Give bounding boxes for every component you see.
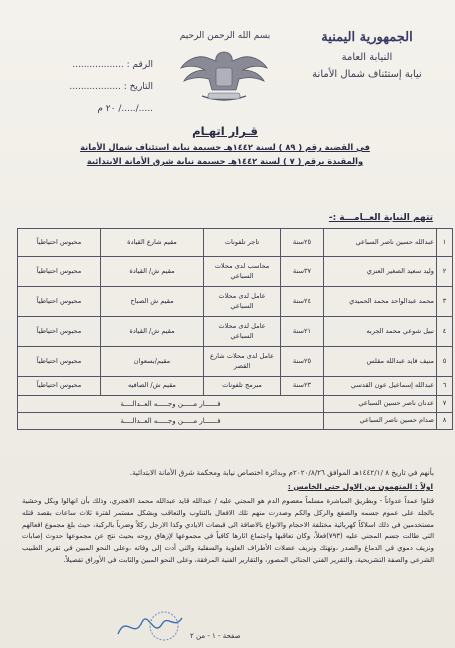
number-field: الرقم : ..................: [72, 60, 153, 70]
reference-fields: [18, 54, 153, 120]
body-intro: بأنهم في تاريخ ٨ /١٤٤٢/١هـ الموافق ٢٠٢٠/٨/٢٦م وبدائرة اختصاص نيابة ومحكمة شرق الأمانة الابتدائية.: [129, 468, 434, 477]
fugitive-status: فــــــار مـــــن وجـــــه العــدالــــة: [18, 396, 324, 413]
accused-job: عامل لدى محلات شارع القصر: [204, 347, 281, 377]
accused-name: محمد عبدالواحد محمد الحميدي: [324, 287, 437, 317]
accused-table: [17, 228, 453, 430]
table-row: [18, 287, 453, 317]
basmala: بسم الله الرحمن الرحيم: [179, 31, 271, 41]
signature-stamp-icon: [112, 604, 186, 644]
accused-num: ٦: [437, 377, 453, 396]
accused-name: منيف قايد عبدالله مقلس: [324, 347, 437, 377]
accused-age: ٣٧سنة: [281, 257, 324, 287]
accused-age: ٢٤سنة: [281, 287, 324, 317]
accused-address: مقيم ش/ الصافيه: [101, 377, 204, 396]
accused-address: مقيم/بسعوان: [101, 347, 204, 377]
accused-num: ٥: [437, 347, 453, 377]
table-row: [18, 229, 453, 257]
date-field: التاريخ : ..................: [69, 82, 153, 92]
accused-job: عامل لدى محلات السباعي: [204, 317, 281, 347]
table-row: [18, 377, 453, 396]
page-number: صفحة - ١ - من ٢: [190, 632, 241, 640]
accused-address: مقيم ش الصباح: [101, 287, 204, 317]
body-text: قتلوا عمداً عدواناً - وبطريق المباشرة مسلماً معصوم الدم هو المجني عليه / عبدالله قايد عبدالله محمد الاهجري، وذلك بأن انهالوا وبكل وحشية بالجلد على عموم جسمه والصفع والركل والكم وصدرت منهم تلك الافعال بالتناوب والتعاقب وبشكل مستمر لفترة ثلاث ساعات بقصد قتله مستخدمين في ذلك اسلاكاً كهربائية مختلفة الاحجام والانواع بالاضافة الى قبضات الايادي وكذا الارجل ركلاً وضرباً بالركبة، حيث بلغ مجموع افعالهم التي طالت جسم المجني عليه (٧٩٣)فعلاً، وكان تعاقبها واجتماع اثارها كافياً في مجموعها لإزهاق روحه بحيث نتج عن مجموعها حدوث إصابات ونزيف دموي في الدماغ والصدر ،وتهتك ونزيف عضلات الأطراف العلوية والسفلية والتي أدت إلى وفاته ،وعلى النحو المبين في تقرير الطبيب الشرعي والصفة التشريحية، والتقرير الفني الجنائي المصور، والتقارير الفنية المرفقة، وعلى النحو المبين والثابت في الأوراق تفصيلاً.: [22, 497, 434, 564]
witness-heading: اولاً : المتهمون من الاول حتى الخامس :: [287, 482, 433, 491]
accused-num: ٤: [437, 317, 453, 347]
office-name: نيابة إستئناف شمال الأمانة: [312, 68, 422, 80]
accused-job: عامل لدى محلات السباعي: [204, 287, 281, 317]
date-template: ...../...../ ٢٠ م: [97, 104, 153, 114]
accused-num: ٢: [437, 257, 453, 287]
table-row: [18, 396, 453, 413]
accused-status: محبوس احتياطياً: [18, 229, 101, 257]
accused-address: مقيم شارع القيادة: [101, 229, 204, 257]
registered-line: والمقيدة برقم ( ٧ ) لسنة ١٤٤٢هـ جسيمة نيابة شرق الأمانة الابتدائية: [86, 156, 364, 166]
accused-num: ١: [437, 229, 453, 257]
accused-name: نبيل شوعي محمد الجربه: [324, 317, 437, 347]
table-row: [18, 257, 453, 287]
accused-job: محاسب لدى محلات السباعي: [204, 257, 281, 287]
accused-age: ٢٣سنة: [281, 377, 324, 396]
fugitive-num: ٨: [437, 413, 453, 430]
accused-address: مقيم ش/ القيادة: [101, 257, 204, 287]
accused-num: ٣: [437, 287, 453, 317]
accused-status: محبوس احتياطياً: [18, 287, 101, 317]
yemen-eagle-emblem-icon: [178, 46, 270, 108]
title-block: [60, 124, 390, 196]
accused-name: عبدالله حسين ناصر السباعي: [324, 229, 437, 257]
accused-age: ٢١سنة: [281, 317, 324, 347]
fugitive-name: صدام حسين ناصر السباعي: [324, 413, 437, 430]
fugitive-num: ٧: [437, 396, 453, 413]
fugitive-name: عدنان ناصر حسين السباعي: [324, 396, 437, 413]
accused-job: تاجر تلفونات: [204, 229, 281, 257]
republic-name: الجمهورية اليمنية: [321, 30, 413, 45]
accused-age: ٢٥سنة: [281, 229, 324, 257]
accused-status: محبوس احتياطياً: [18, 317, 101, 347]
accused-status: محبوس احتياطياً: [18, 347, 101, 377]
table-row: [18, 317, 453, 347]
accused-status: محبوس احتياطياً: [18, 257, 101, 287]
authority-name: النيابة العامة: [341, 51, 393, 63]
accused-name: عبدالله إسماعيل عون القدسي: [324, 377, 437, 396]
fugitive-status: فــــــار مـــــن وجـــــه العــدالــــة: [18, 413, 324, 430]
prosecution-line: تتهم النيابة العــامـــة :-: [328, 213, 433, 223]
table-row: [18, 347, 453, 377]
accused-status: محبوس احتياطياً: [18, 377, 101, 396]
accused-job: مبرمج تلفونات: [204, 377, 281, 396]
accused-address: مقيم ش/ القيادة: [101, 317, 204, 347]
table-row: [18, 413, 453, 430]
case-line: في القضية رقم ( ٨٩ ) لسنة ١٤٤٢هـ جسيمة نيابة استئناف شمال الأمانة: [80, 142, 370, 152]
document-title: قـرار اتهـام: [192, 124, 258, 138]
accused-age: ٢٥سنة: [281, 347, 324, 377]
letterhead-authority: [297, 30, 437, 81]
accused-name: وليد سعيد الصغير العنزي: [324, 257, 437, 287]
